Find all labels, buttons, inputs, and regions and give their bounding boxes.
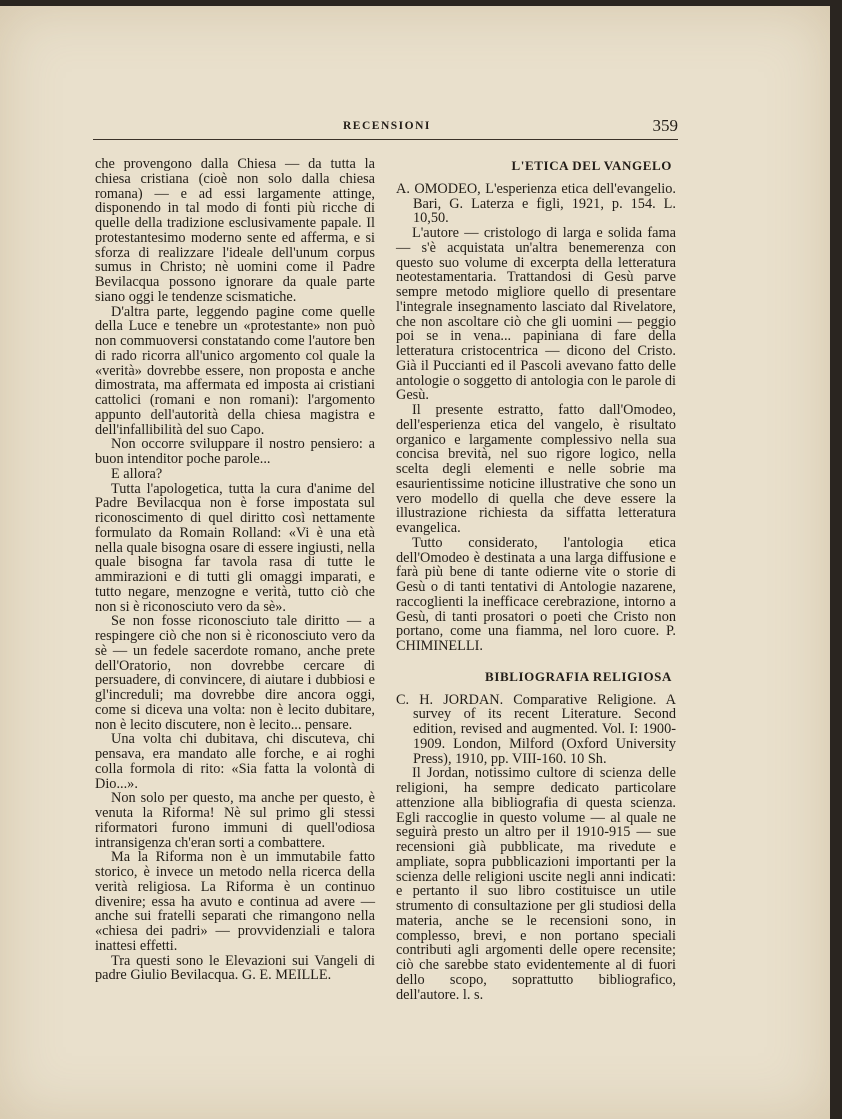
left-paragraph-6: Se non fosse riconosciuto tale diritto — a respingere ciò che non si è riconosciuto vero da sè — un fedele sacerdote romano, anche prete dell'Oratorio, non dovrebbe cercare di persuadere, di convincere, di aiutare i dubbiosi e gl'increduli; ma dovrebbe dire ancora oggi, come si diceva una volta: non è lecito dubitare, non è lecito discutere, non è lecito... pensare. <box>95 613 375 733</box>
page-number: 359 <box>652 116 678 135</box>
left-paragraph-4: E allora? <box>111 465 163 482</box>
left-paragraph-5: Tutta l'apologetica, tutta la cura d'anime del Padre Bevilacqua non è forse impostata sul riconoscimento di quel diritto così nettamente formulato da Romain Rolland: «Vi è una età nella quale bisogna osare di essere ingiusti, nella quale bisogna far tavola rasa di tutte le ammirazioni e di tutti gli omaggi imparati, e tutto negare, menzogne e verità, tutto ciò che non si è riconosciuto vero da sè». <box>95 480 375 615</box>
section-title-bibliografia: BIBLIOGRAFIA RELIGIOSA <box>485 668 672 684</box>
left-paragraph-9: Ma la Riforma non è un immutabile fatto storico, è invece un metodo nella ricerca della verità religiosa. La Riforma è un continuo divenire; essa ha avuto e continua ad avere — anche sui fratelli separati che rimangono nella «chiesa dei padri» — provvidenziali e talora inattesi effetti. <box>95 849 375 954</box>
left-paragraph-7: Una volta chi dubitava, chi discuteva, chi pensava, era mandato alle forche, e ai roghi colla formola di rito: «Sia fatta la volontà di Dio...». <box>95 731 375 792</box>
left-paragraph-10: Tra questi sono le Elevazioni sui Vangeli di padre Giulio Bevilacqua. G. E. MEILLE. <box>95 952 375 984</box>
right-column <box>396 157 676 1002</box>
section-title-etica: L'ETICA DEL VANGELO <box>511 158 672 173</box>
review-citation-jordan: C. H. JORDAN. Comparative Religione. A survey of its recent Literature. Second edition, revised and augmented. Vol. I: 1900-1909. London, Milford (Oxford University Press), 1910, pp. VIII-160. 10 Sh. <box>396 691 676 767</box>
right-paragraph-2: Il presente estratto, fatto dall'Omodeo, dell'esperienza etica del vangelo, è risultato organico e largamente complessivo nella sua concisa brevità, nel suo rigore logico, nella scelta degli elementi e nelle sobrie ma esaurientissime noticine illustrative che sono un vero modello di quella che deve essere la illustrazione richiesta da siffatta letteratura evangelica. <box>396 402 676 536</box>
header-rule <box>93 139 678 140</box>
left-column <box>95 157 375 983</box>
left-paragraph-8: Non solo per questo, ma anche per questo, è venuta la Riforma! Nè sul primo gli stessi riformatori furono immuni di quell'odiosa intransigenza ch'eran sorti a combattere. <box>95 790 375 851</box>
right-paragraph-3: Tutto considerato, l'antologia etica dell'Omodeo è destinata a una larga diffusione e farà più bene di tante odierne vite o storie di Gesù o di tanti tentativi di Antologie nazarene, raccoglienti la inefficace cerebrazione, intorno a Gesù, di tanti prosatori o poeti che Cristo non portano, come una fiamma, nel loro cuore. P. CHIMINELLI. <box>396 534 676 654</box>
left-paragraph-2: D'altra parte, leggendo pagine come quelle della Luce e tenebre un «protestante» non può non commuoversi constatando come l'autore ben di rado ricorra all'unico argomento col quale la «verità» dovrebbe essere, non proposta e anche dimostrata, ma affermata ed imposta ai cristiani cattolici (romani e non romani): l'argomento appunto dell'autorità della chiesa magistra e dell'infallibilità del suo Capo. <box>95 303 375 438</box>
page <box>0 6 830 1119</box>
right-paragraph-4: Il Jordan, notissimo cultore di scienza delle religioni, ha sempre dedicato particolare attenzione alla bibliografia di questa scienza. Egli raccoglie in questo volume — al quale ne seguirà presto un altro per il 1910-915 — sue recensioni già pubblicate, ma rivedute e ampliate, sopra pubblicazioni importanti per la scienza delle religioni uscite negli anni indicati: e pertanto il suo libro costituisce un utile strumento di consultazione per gli studiosi della materia, anche se le recensioni sono, in complesso, brevi, e non portano speciali contributi agli argomenti delle opere recensite; ciò che sarebbe stato evidentemente al di fuori dello scopo, soprattutto bibliografico, dell'autore. l. s. <box>396 765 676 1003</box>
left-paragraph-3: Non occorre sviluppare il nostro pensiero: a buon intenditor poche parole... <box>95 436 375 467</box>
review-citation-omodeo: A. OMODEO, L'esperienza etica dell'evangelio. Bari, G. Laterza e figli, 1921, p. 154. L. 10,50. <box>396 180 676 227</box>
running-title: RECENSIONI <box>343 120 431 132</box>
left-paragraph-1: che provengono dalla Chiesa — da tutta la chiesa cristiana (cioè non solo dalla chiesa romana) — e ad essi largamente attinge, disponendo in tal modo di fonti più ricche di quelle della tradizione esclusivamente papale. Il protestantesimo moderno sente ed afferma, e si sforza di realizzare l'ideale dell'unum corpus sumus in Christo; nè uomini come il Padre Bevilacqua possono ignorare da quale parte siano oggi le tendenze scismatiche. <box>95 156 375 305</box>
right-paragraph-1: L'autore — cristologo di larga e solida fama — s'è acquistata un'altra benemerenza con questo suo volume di excerpta della letteratura neotestamentaria. Trattandosi di Gesù parve sempre metodo migliore quello di presentare l'integrale insegnamento lasciato dal Rivelatore, che non ascoltare ciò che gli uomini — peggio poi se in vena... papiniana di fare della letteratura cristocentrica — dicono del Cristo. Già il Puccianti ed il Pascoli avevano fatto delle antologie o soggetto di antologia con le parole di Gesù. <box>396 225 676 404</box>
